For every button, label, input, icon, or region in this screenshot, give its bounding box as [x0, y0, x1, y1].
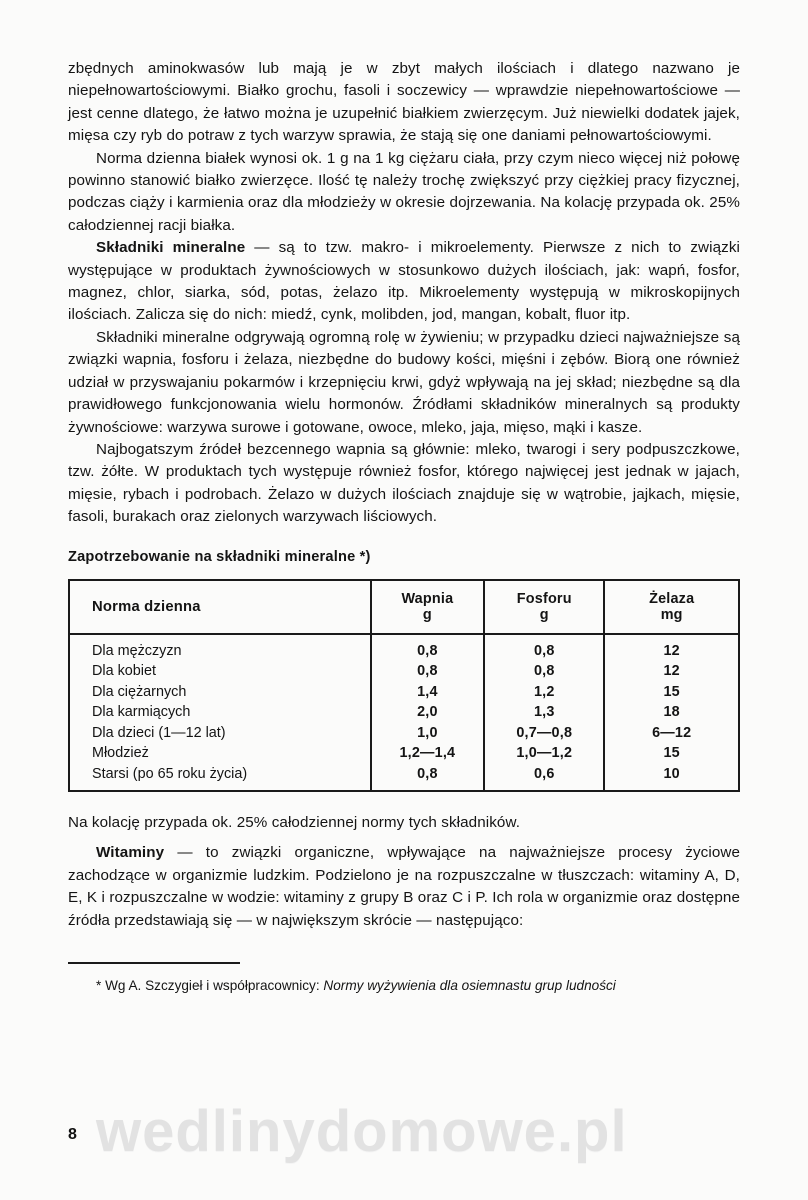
table-row: [70, 661, 738, 682]
row-fosforu: 0,8: [484, 634, 604, 662]
footnote-text: Wg A. Szczygieł i współpracownicy:: [105, 977, 320, 993]
table-header-fosforu: [484, 581, 604, 634]
paragraph-5: Najbogatszym źródeł bezcennego wapnia są głównie: mleko, twarogi i sery podpuszczkowe, tzw. żółte. W produktach tych występuje również fosfor, którego najwięcej jest jednak w jajach, mięsie, rybach i podrobach. Żelazo w dużych ilościach znajduje się w wątrobie, jajkach, mięsie, fasoli, burakach oraz zielonych warzywach liściowych.: [68, 440, 740, 526]
row-wapnia: 0,8: [371, 661, 485, 682]
paragraph-4: Składniki mineralne odgrywają ogromną rolę w żywieniu; w przypadku dzieci najważniejsze są związki wapnia, fosforu i żelaza, niezbędne do budowy kości, mięśni i zębów. Biorą one również udział w przyswajaniu pokarmów i krzepnięciu krwi, gdyż wpływają na jej skład; niezbędne są dla prawidłowego funkcjonowania wielu hormonów. Źródłami składników mineralnych są produkty żywnościowe: warzywa surowe i gotowane, owoce, mleko, jaja, mięso, mąki i kasze.: [68, 328, 740, 436]
table-header-norma: Norma dzienna: [70, 581, 371, 634]
mineral-requirements-table: [68, 579, 740, 793]
footnote-marker: *: [96, 977, 102, 993]
page-number: 8: [68, 1126, 77, 1143]
row-label: Dla kobiet: [92, 663, 156, 680]
table-header-wapnia: [371, 581, 485, 634]
table-row: [70, 634, 738, 662]
row-fosforu: 0,8: [484, 661, 604, 682]
table-header-fosforu-unit: g: [539, 606, 549, 623]
row-zelaza: 15: [604, 743, 738, 764]
footnote-divider: [68, 962, 240, 964]
paragraph-3: [68, 237, 740, 327]
row-fosforu: 1,0—1,2: [484, 743, 604, 764]
table-header-zelaza-label: Żelaza: [649, 590, 695, 607]
row-zelaza: 18: [604, 702, 738, 723]
paragraph-1: zbędnych aminokwasów lub mają je w zbyt małych ilościach i dlatego nazwano je niepełnowartościowymi. Białko grochu, fasoli i soczewicy — wprawdzie niepełnowartościowe — jest cenne dlatego, że łatwo można je uzupełnić białkiem zwierzęcym. Już niewielki dodatek jajek, mięsa czy ryb do potraw z tych warzyw sprawia, że stają się one daniami pełnowartościowymi.: [68, 60, 740, 145]
table-row: [70, 723, 738, 744]
row-fosforu: 0,7—0,8: [484, 723, 604, 744]
row-label: Dla dzieci (1—12 lat): [92, 724, 226, 741]
row-label: Młodzież: [92, 745, 149, 762]
row-zelaza: 10: [604, 764, 738, 791]
paragraph-3-text: — są to tzw. makro- i mikroelementy. Pierwsze z nich to związki występujące w produktach żywnościowych w stosunkowo dużych ilościach, jak: wapń, fosfor, magnez, chlor, siarka, sód, potas, żelazo itp. Mikroelementy występują w mikroskopijnych ilościach. Zalicza się do nich: miedź, cynk, molibden, jod, mangan, kobalt, fluor itp.: [68, 239, 740, 324]
row-wapnia: 1,0: [371, 723, 485, 744]
row-fosforu: 1,2: [484, 682, 604, 703]
table-row: [70, 702, 738, 723]
paragraph-7-text: — to związki organiczne, wpływające na najważniejsze procesy życiowe zachodzące w organizmie ludzkim. Podzielono je na rozpuszczalne w tłuszczach: witaminy A, D, E, K i rozpuszczalne w wodzie: witaminy z grupy B oraz C i P. Ich rola w organizmie oraz dostępne źródła przedstawiają się — w największym skrócie — następująco:: [68, 844, 740, 929]
table-header-zelaza-unit: mg: [660, 606, 683, 623]
lead-term-mineral: Składniki mineralne: [96, 239, 246, 257]
row-zelaza: 6—12: [604, 723, 738, 744]
page-content: [68, 58, 740, 996]
row-zelaza: 12: [604, 634, 738, 662]
table-header-zelaza: [604, 581, 738, 634]
table-header-row: [70, 581, 738, 634]
row-wapnia: 0,8: [371, 764, 485, 791]
footnote-italic: Normy wyżywienia dla osiemnastu grup ludności: [323, 977, 616, 993]
paragraph-6: Na kolację przypada ok. 25% całodziennej normy tych składników.: [68, 814, 521, 832]
row-fosforu: 0,6: [484, 764, 604, 791]
row-fosforu: 1,3: [484, 702, 604, 723]
paragraph-7: [68, 842, 740, 932]
table-row: [70, 743, 738, 764]
row-label: Dla karmiących: [92, 704, 191, 721]
row-label: Dla ciężarnych: [92, 683, 187, 700]
row-wapnia: 2,0: [371, 702, 485, 723]
row-zelaza: 12: [604, 661, 738, 682]
lead-term-vitamins: Witaminy: [96, 844, 165, 862]
row-label: Starsi (po 65 roku życia): [92, 765, 248, 782]
table-header-wapnia-unit: g: [422, 606, 432, 623]
row-wapnia: 1,4: [371, 682, 485, 703]
footnote: [68, 976, 740, 996]
table-header-fosforu-label: Fosforu: [516, 590, 572, 607]
row-wapnia: 0,8: [371, 634, 485, 662]
table-row: [70, 682, 738, 703]
row-zelaza: 15: [604, 682, 738, 703]
table-header-wapnia-label: Wapnia: [401, 590, 454, 607]
table-caption: Zapotrzebowanie na składniki mineralne *): [68, 548, 371, 565]
row-wapnia: 1,2—1,4: [371, 743, 485, 764]
paragraph-2: Norma dzienna białek wynosi ok. 1 g na 1 kg ciężaru ciała, przy czym nieco więcej niż połowę powinno stanowić białko zwierzęce. Ilość tę należy trochę zwiększyć przy ciężkiej pracy fizycznej, podczas ciąży i karmienia oraz dla młodzieży w okresie dojrzewania. Na kolację przypada ok. 25% całodziennej racji białka.: [68, 149, 740, 234]
watermark: wedlinydomowe.pl: [96, 1099, 628, 1164]
table-row: [70, 764, 738, 791]
row-label: Dla mężczyzn: [92, 642, 182, 659]
